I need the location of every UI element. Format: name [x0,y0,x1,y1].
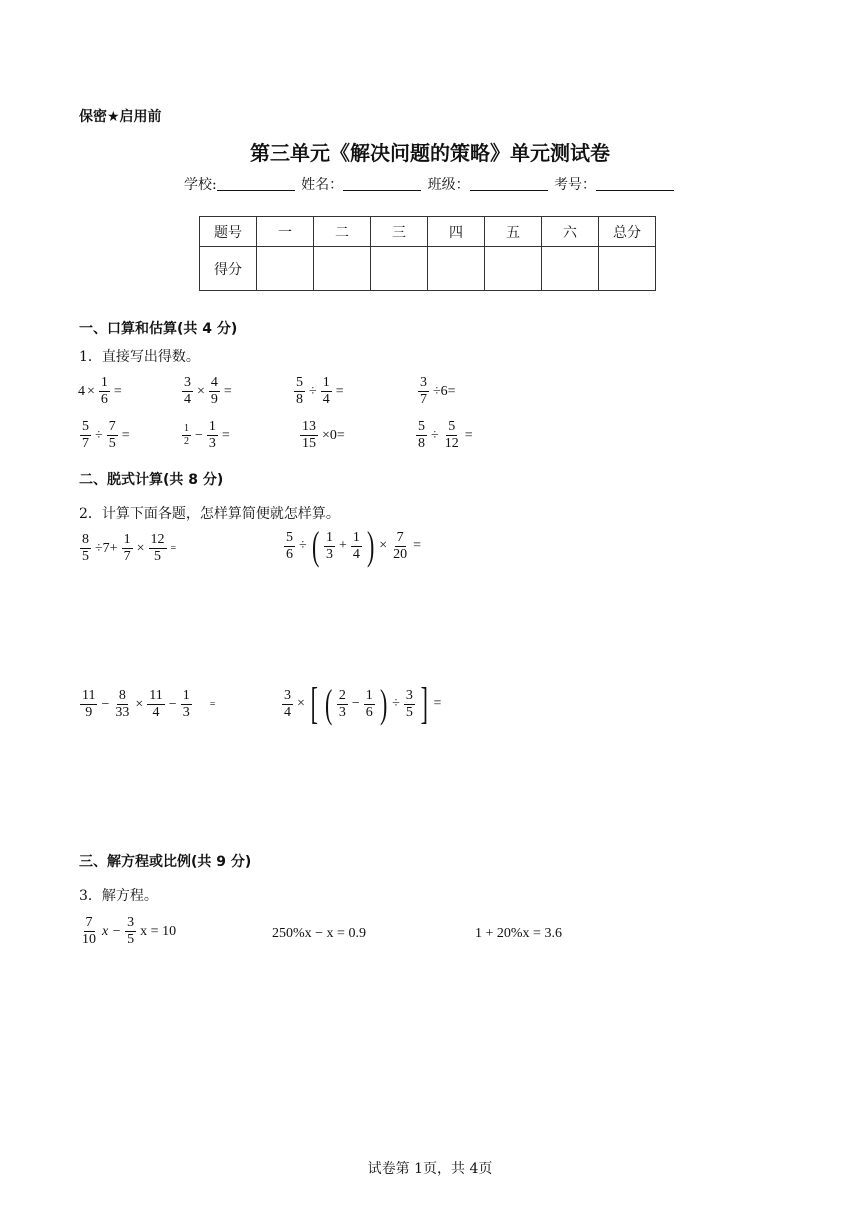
equals: = [464,427,473,443]
fraction: 7 10 [82,915,96,947]
equals: = [223,383,232,399]
fraction: $\frac{1}{3}$ [182,688,190,720]
operator: ÷ [309,383,317,399]
fraction: $\frac{11}{4}$ [149,688,163,720]
score-header-cell: 四 [428,217,485,247]
operator: ÷6= [433,383,456,399]
fraction: $\frac{5}{8}$ [296,375,303,407]
name-field[interactable] [343,176,421,191]
expression-1 [78,532,178,565]
right-bracket: ] [420,679,428,728]
score-cell[interactable] [599,247,656,291]
section3-heading: 三、解方程或比例(共 9 分) [79,854,252,870]
school-label: 学校: [183,177,217,193]
fraction: $\frac{13}{15}$ [302,419,316,451]
score-header-cell: 五 [485,217,542,247]
equals: = [221,427,230,443]
score-header-cell: 一 [257,217,314,247]
score-header-cell: 二 [314,217,371,247]
question2-prompt: 2．计算下面各题，怎样算简便就怎样算。 [79,506,340,522]
fraction: $\frac{1}{4}$ [352,529,360,562]
exam-no-field[interactable] [596,176,674,191]
calc-item-6 [180,419,232,452]
right-paren: ) [379,681,388,726]
exam-no-label: 考号： [554,177,597,193]
score-table [199,216,656,291]
score-cell[interactable] [257,247,314,291]
fraction: $\frac{3}{7}$ [420,375,427,407]
fraction: $\frac{1}{6}$ [100,375,108,407]
fraction: $\frac{8}{5}$ [82,532,89,564]
score-header-cell: 六 [542,217,599,247]
left-paren: ( [311,523,320,568]
score-row-label: 得分 [200,247,257,291]
equals: = [113,383,122,399]
expression-3 [78,688,217,721]
operator: × [87,383,95,399]
equals: = [209,699,216,710]
name-label: 姓名： [301,177,344,193]
section1-heading: 一、口算和估算(共 4 分) [79,321,238,337]
equation-1 [78,915,178,948]
expression-2 [282,523,423,568]
operator: − [195,427,203,443]
score-cell[interactable] [485,247,542,291]
fraction: $\frac{3}{5}$ [127,915,135,947]
calc-item-8 [414,419,475,452]
equals: = [170,543,177,554]
fraction: $\frac{7}{20}$ [393,529,408,562]
student-info-line [0,174,860,194]
calc-item-4 [416,375,458,408]
operator: − [351,696,360,711]
score-header-cell: 总分 [599,217,656,247]
operator: − [101,696,110,712]
fraction: 1 2 [184,423,189,447]
calc-item-5 [78,419,132,452]
operator: × [297,696,305,711]
class-field[interactable] [470,176,548,191]
operator: ÷ [95,427,103,443]
fraction: $\frac{5}{8}$ [418,419,425,451]
operator: + [339,538,347,553]
right-paren: ) [366,523,375,568]
score-header-cell: 三 [371,217,428,247]
equation-2 [272,926,366,942]
question3-prompt: 3．解方程。 [79,888,158,904]
term: 4 [78,383,85,399]
equals: = [413,538,422,553]
left-bracket: [ [310,679,318,728]
fraction: $\frac{1}{6}$ [365,687,373,720]
operator: ÷ [431,427,439,443]
score-cell[interactable] [428,247,485,291]
fraction: $\frac{5}{6}$ [286,529,293,562]
fraction: $\frac{1}{4}$ [322,375,330,407]
fraction: $\frac{7}{5}$ [108,419,116,451]
fraction: $\frac{4}{9}$ [210,375,218,407]
score-cell[interactable] [371,247,428,291]
operator: ÷ [299,538,307,553]
equals: = [433,696,442,711]
score-cell[interactable] [542,247,599,291]
fraction: $\frac{1}{3}$ [208,419,216,451]
equals: = [121,427,130,443]
operator: ÷ [392,696,400,711]
fraction: 1 3 [326,529,334,562]
equals: = [335,383,344,399]
fraction: $\frac{3}{4}$ [184,375,191,407]
question1-prompt: 1．直接写出得数。 [79,349,200,365]
operator: × [379,538,388,553]
fraction: $\frac{1}{7}$ [123,532,131,564]
section2-heading: 二、脱式计算(共 8 分) [79,472,224,488]
fraction: 11 9 [82,688,96,720]
fraction: $\frac{5}{12}$ [444,419,459,451]
confidential-label: 保密★启用前 [79,109,162,125]
class-label: 班级： [427,177,470,193]
calc-item-2 [180,375,234,408]
operator: × [197,383,205,399]
fraction: $\frac{5}{7}$ [82,419,89,451]
calc-item-1 [78,375,124,408]
left-paren: ( [324,681,332,726]
calc-item-3 [292,375,346,408]
fraction: 2 3 [338,687,346,720]
score-header-cell: 题号 [200,217,257,247]
fraction: $\frac{3}{5}$ [405,687,413,720]
operator: ×0= [322,427,345,443]
equation-text: 250%x − x = 0.9 [272,926,366,941]
operator: x − [102,923,122,939]
operator: × [135,696,144,712]
equation-3 [475,926,562,942]
page-footer: 试卷第 1页，共 4页 [367,1161,493,1177]
operator: × [136,540,145,556]
fraction: $\frac{3}{4}$ [284,687,291,720]
page-title: 第三单元《解决问题的策略》单元测试卷 [250,141,610,165]
calc-item-7 [298,419,347,452]
operator: − [168,696,177,712]
expression-4 [280,679,443,728]
score-cell[interactable] [314,247,371,291]
operator: ÷7+ [95,540,118,556]
fraction: $\frac{8}{33}$ [115,688,130,720]
equation-rhs: x = 10 [140,923,177,939]
equation-text: 1 + 20%x = 3.6 [475,926,562,941]
fraction: $\frac{12}{5}$ [150,532,165,564]
school-field[interactable] [217,176,295,191]
